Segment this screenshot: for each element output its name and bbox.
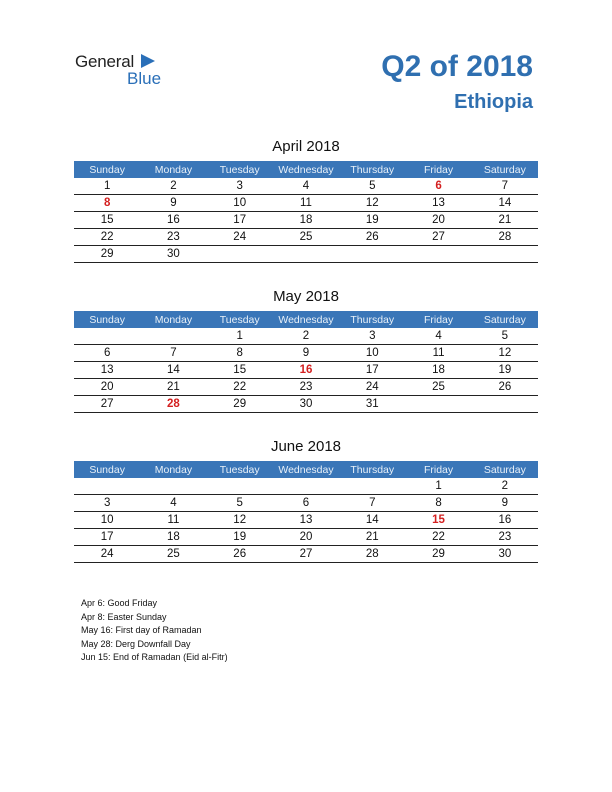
weekday-header: Tuesday: [207, 461, 273, 478]
weekday-header: Sunday: [74, 161, 140, 178]
day-cell: 29: [207, 396, 273, 413]
day-cell: 16: [472, 512, 538, 529]
day-cell: 24: [74, 546, 140, 563]
weekday-header: Monday: [140, 311, 206, 328]
day-cell: 28: [339, 546, 405, 563]
weekday-header-row: [74, 161, 538, 178]
week-row: [74, 396, 538, 413]
week-row: [74, 495, 538, 512]
day-cell: 1: [207, 328, 273, 345]
day-cell: 8: [207, 345, 273, 362]
calendar-table: [74, 161, 538, 263]
day-cell: 21: [472, 212, 538, 229]
day-cell: 3: [339, 328, 405, 345]
day-cell: 11: [405, 345, 471, 362]
holiday-note: Apr 6: Good Friday: [81, 598, 158, 608]
logo-blue-text: Blue: [127, 69, 162, 88]
day-cell: 16: [140, 212, 206, 229]
day-cell: 18: [273, 212, 339, 229]
weekday-header-row: [74, 461, 538, 478]
weekday-header: Friday: [405, 311, 471, 328]
day-cell: 20: [74, 379, 140, 396]
day-cell: 21: [140, 379, 206, 396]
weekday-header-row: [74, 311, 538, 328]
day-cell: 30: [140, 246, 206, 263]
day-cell: 12: [207, 512, 273, 529]
day-cell: 8: [405, 495, 471, 512]
day-cell: 26: [339, 229, 405, 246]
day-cell: [273, 246, 339, 263]
day-cell: 20: [405, 212, 471, 229]
day-cell: 26: [207, 546, 273, 563]
weekday-header: Wednesday: [273, 161, 339, 178]
day-cell: 2: [140, 178, 206, 195]
day-cell: 2: [472, 478, 538, 495]
day-cell: 18: [140, 529, 206, 546]
country-name: Ethiopia: [454, 91, 533, 113]
day-cell: 27: [405, 229, 471, 246]
day-cell: 3: [74, 495, 140, 512]
day-cell: [74, 478, 140, 495]
day-cell: 15: [405, 512, 471, 529]
day-cell: 8: [74, 195, 140, 212]
week-row: [74, 345, 538, 362]
weekday-header: Sunday: [74, 461, 140, 478]
day-cell: [207, 478, 273, 495]
day-cell: 28: [140, 396, 206, 413]
weekday-header: Tuesday: [207, 161, 273, 178]
day-cell: [339, 246, 405, 263]
week-row: [74, 546, 538, 563]
day-cell: 10: [74, 512, 140, 529]
month-title: June 2018: [270, 438, 342, 455]
week-row: [74, 212, 538, 229]
day-cell: [472, 246, 538, 263]
day-cell: 25: [405, 379, 471, 396]
day-cell: 14: [140, 362, 206, 379]
weekday-header: Thursday: [339, 461, 405, 478]
page-title: Q2 of 2018: [381, 50, 533, 83]
day-cell: 25: [273, 229, 339, 246]
week-row: [74, 379, 538, 396]
day-cell: 25: [140, 546, 206, 563]
day-cell: 23: [273, 379, 339, 396]
day-cell: [74, 328, 140, 345]
day-cell: 12: [339, 195, 405, 212]
day-cell: 5: [207, 495, 273, 512]
day-cell: [472, 396, 538, 413]
calendar-table: [74, 311, 538, 413]
day-cell: 15: [207, 362, 273, 379]
day-cell: 19: [472, 362, 538, 379]
day-cell: 30: [472, 546, 538, 563]
day-cell: 1: [74, 178, 140, 195]
day-cell: 11: [273, 195, 339, 212]
day-cell: 4: [273, 178, 339, 195]
day-cell: 2: [273, 328, 339, 345]
day-cell: 9: [273, 345, 339, 362]
weekday-header: Saturday: [472, 461, 538, 478]
day-cell: [207, 246, 273, 263]
week-row: [74, 362, 538, 379]
weekday-header: Thursday: [339, 311, 405, 328]
day-cell: 4: [140, 495, 206, 512]
day-cell: 22: [405, 529, 471, 546]
day-cell: 6: [273, 495, 339, 512]
day-cell: 7: [472, 178, 538, 195]
day-cell: 5: [472, 328, 538, 345]
day-cell: 12: [472, 345, 538, 362]
logo-general-text: General: [75, 52, 135, 71]
day-cell: 17: [339, 362, 405, 379]
weekday-header: Monday: [140, 461, 206, 478]
day-cell: 7: [140, 345, 206, 362]
day-cell: 24: [339, 379, 405, 396]
day-cell: [140, 328, 206, 345]
week-row: [74, 229, 538, 246]
weekday-header: Saturday: [472, 161, 538, 178]
day-cell: 5: [339, 178, 405, 195]
day-cell: 3: [207, 178, 273, 195]
day-cell: 22: [207, 379, 273, 396]
day-cell: 21: [339, 529, 405, 546]
week-row: [74, 195, 538, 212]
logo-flag-icon: [141, 54, 155, 68]
day-cell: 23: [472, 529, 538, 546]
day-cell: 27: [273, 546, 339, 563]
day-cell: 26: [472, 379, 538, 396]
week-row: [74, 246, 538, 263]
day-cell: 19: [339, 212, 405, 229]
day-cell: 6: [405, 178, 471, 195]
day-cell: 14: [339, 512, 405, 529]
day-cell: 27: [74, 396, 140, 413]
holiday-note: Jun 15: End of Ramadan (Eid al-Fitr): [81, 652, 228, 662]
weekday-header: Wednesday: [273, 311, 339, 328]
day-cell: 13: [74, 362, 140, 379]
weekday-header: Tuesday: [207, 311, 273, 328]
weekday-header: Sunday: [74, 311, 140, 328]
day-cell: [273, 478, 339, 495]
week-row: [74, 478, 538, 495]
week-row: [74, 512, 538, 529]
month-title: April 2018: [272, 138, 340, 155]
day-cell: 4: [405, 328, 471, 345]
holiday-note: Apr 8: Easter Sunday: [81, 611, 167, 622]
day-cell: 24: [207, 229, 273, 246]
holiday-note: May 28: Derg Downfall Day: [81, 638, 191, 649]
day-cell: 19: [207, 529, 273, 546]
brand-logo: [75, 52, 175, 92]
calendar-table: [74, 461, 538, 563]
day-cell: 14: [472, 195, 538, 212]
day-cell: 23: [140, 229, 206, 246]
day-cell: 20: [273, 529, 339, 546]
day-cell: 30: [273, 396, 339, 413]
day-cell: [405, 396, 471, 413]
week-row: [74, 328, 538, 345]
day-cell: 9: [140, 195, 206, 212]
day-cell: 7: [339, 495, 405, 512]
day-cell: 1: [405, 478, 471, 495]
day-cell: 10: [207, 195, 273, 212]
day-cell: 29: [74, 246, 140, 263]
week-row: [74, 529, 538, 546]
day-cell: 17: [74, 529, 140, 546]
week-row: [74, 178, 538, 195]
month-title: May 2018: [273, 288, 339, 305]
weekday-header: Saturday: [472, 311, 538, 328]
holiday-note: May 16: First day of Ramadan: [81, 625, 202, 635]
day-cell: 29: [405, 546, 471, 563]
weekday-header: Wednesday: [273, 461, 339, 478]
day-cell: 10: [339, 345, 405, 362]
day-cell: 17: [207, 212, 273, 229]
day-cell: [140, 478, 206, 495]
weekday-header: Monday: [140, 161, 206, 178]
day-cell: 13: [405, 195, 471, 212]
day-cell: 31: [339, 396, 405, 413]
month-april: [74, 137, 538, 263]
day-cell: 22: [74, 229, 140, 246]
day-cell: 9: [472, 495, 538, 512]
day-cell: [405, 246, 471, 263]
day-cell: 13: [273, 512, 339, 529]
weekday-header: Friday: [405, 161, 471, 178]
day-cell: 18: [405, 362, 471, 379]
day-cell: 28: [472, 229, 538, 246]
holiday-notes: [81, 597, 228, 665]
day-cell: [339, 478, 405, 495]
month-june: [74, 437, 538, 563]
weekday-header: Thursday: [339, 161, 405, 178]
day-cell: 15: [74, 212, 140, 229]
day-cell: 16: [273, 362, 339, 379]
weekday-header: Friday: [405, 461, 471, 478]
day-cell: 6: [74, 345, 140, 362]
month-may: [74, 287, 538, 413]
day-cell: 11: [140, 512, 206, 529]
